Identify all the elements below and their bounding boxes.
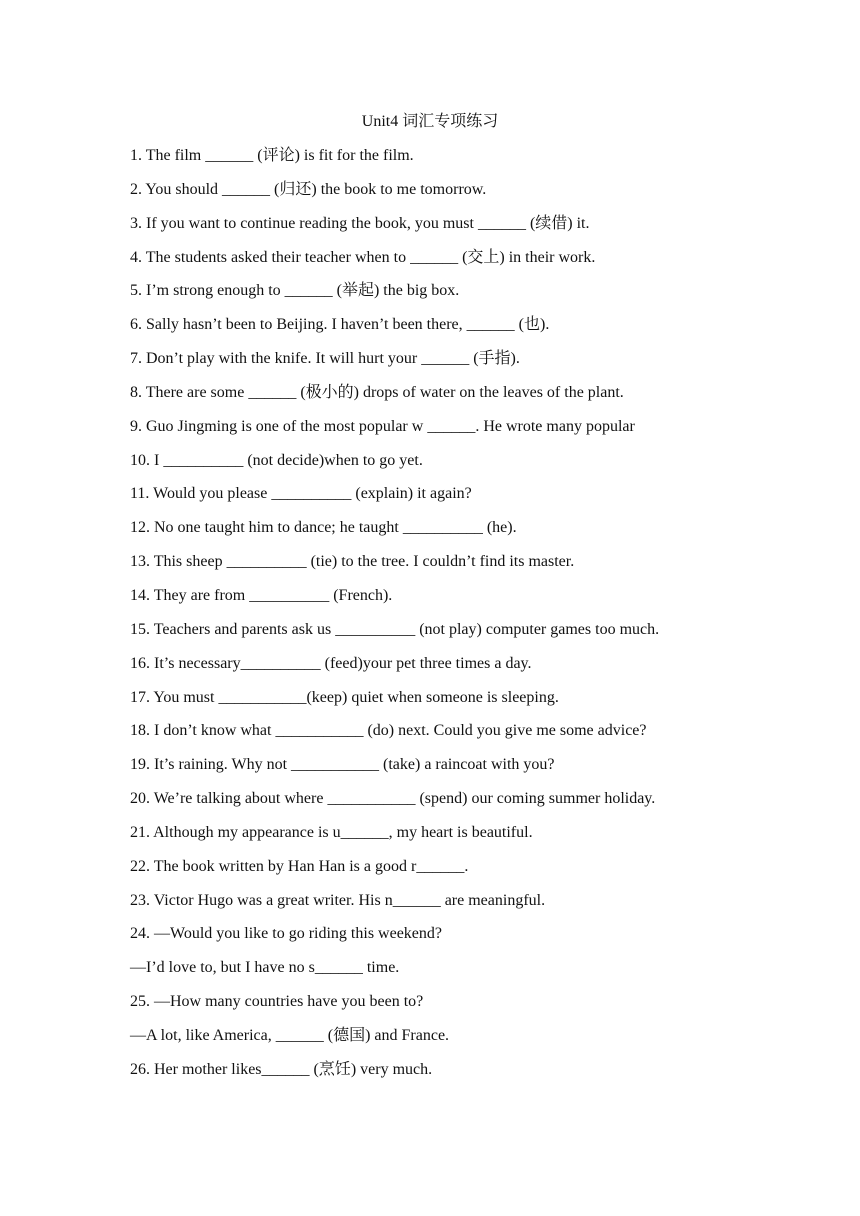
exercise-line: 14. They are from __________ (French). xyxy=(130,586,393,604)
exercise-line: 19. It’s raining. Why not ___________ (take) a raincoat with you? xyxy=(130,756,555,774)
exercise-line: 20. We’re talking about where ___________ (spend) our coming summer holiday. xyxy=(130,790,656,808)
exercise-line: 2. You should ______ (归还) the book to me tomorrow. xyxy=(130,180,487,198)
exercise-line: 18. I don’t know what ___________ (do) next. Could you give me some advice? xyxy=(130,722,647,740)
exercise-line: 7. Don’t play with the knife. It will hurt your ______ (手指). xyxy=(130,350,520,368)
exercise-line: 17. You must ___________(keep) quiet when someone is sleeping. xyxy=(130,688,559,706)
exercise-line: —A lot, like America, ______ (德国) and France. xyxy=(130,1026,450,1044)
exercise-line: 10. I __________ (not decide)when to go yet. xyxy=(130,451,423,469)
exercise-line: 23. Victor Hugo was a great writer. His n______ are meaningful. xyxy=(130,891,546,909)
exercise-list xyxy=(130,145,830,1093)
exercise-line: 22. The book written by Han Han is a good r______. xyxy=(130,857,469,875)
exercise-line: 5. I’m strong enough to ______ (举起) the big box. xyxy=(130,282,460,300)
exercise-line: 12. No one taught him to dance; he taught __________ (he). xyxy=(130,519,517,537)
exercise-line: 6. Sally hasn’t been to Beijing. I haven’t been there, ______ (也). xyxy=(130,316,550,334)
exercise-line: 13. This sheep __________ (tie) to the tree. I couldn’t find its master. xyxy=(130,553,575,571)
exercise-line: 4. The students asked their teacher when to ______ (交上) in their work. xyxy=(130,248,596,266)
exercise-line: 25. —How many countries have you been to? xyxy=(130,993,424,1011)
exercise-line: 9. Guo Jingming is one of the most popular w ______. He wrote many popular xyxy=(130,417,635,435)
exercise-line: 16. It’s necessary__________ (feed)your pet three times a day. xyxy=(130,654,532,672)
exercise-line: 11. Would you please __________ (explain) it again? xyxy=(130,485,472,503)
exercise-line: 26. Her mother likes______ (烹饪) very much. xyxy=(130,1060,433,1078)
exercise-line: —I’d love to, but I have no s______ time. xyxy=(130,959,400,977)
exercise-line: 3. If you want to continue reading the book, you must ______ (续借) it. xyxy=(130,214,590,232)
exercise-line: 15. Teachers and parents ask us __________ (not play) computer games too much. xyxy=(130,620,660,638)
exercise-line: 21. Although my appearance is u______, my heart is beautiful. xyxy=(130,823,533,841)
exercise-line: 8. There are some ______ (极小的) drops of water on the leaves of the plant. xyxy=(130,383,624,401)
exercise-line: 24. —Would you like to go riding this weekend? xyxy=(130,925,442,943)
page-title: Unit4 词汇专项练习 xyxy=(361,113,499,130)
exercise-line: 1. The film ______ (评论) is fit for the film. xyxy=(130,147,414,164)
